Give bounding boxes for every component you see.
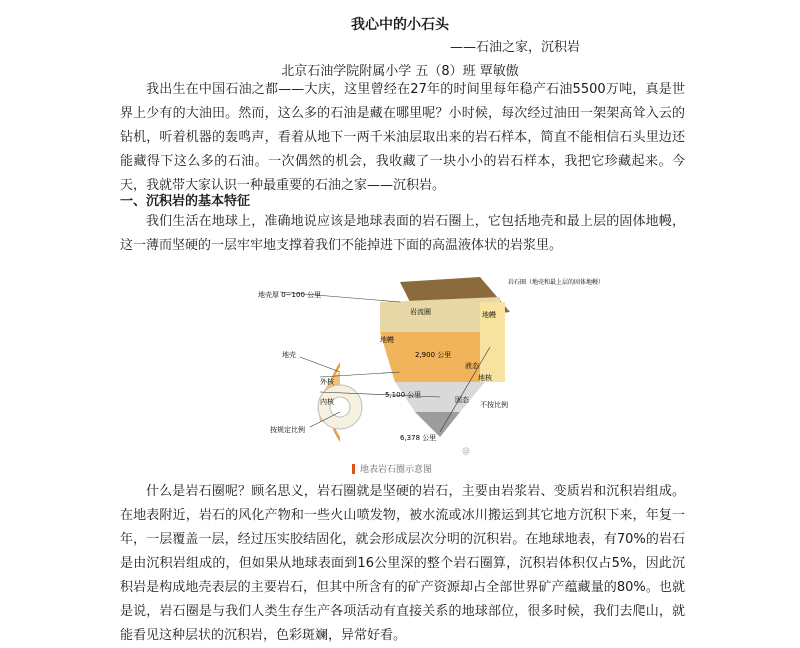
label-mantle: 地幔 [380, 336, 394, 344]
label-to-scale: 按规定比例 [270, 426, 305, 434]
section-heading: 一、沉积岩的基本特征 [120, 194, 251, 209]
label-depth-2900: 2,900 公里 [415, 351, 452, 359]
watermark: @ [462, 446, 470, 455]
earth-structure-diagram [250, 272, 605, 442]
label-crust-thickness: 地壳厚 0~100 公里 [258, 291, 322, 299]
label-mantle-right: 地幔 [482, 311, 496, 319]
label-depth-5100: 5,100 公里 [385, 391, 422, 399]
label-outer-core: 外核 [320, 378, 334, 386]
label-core: 地核 [478, 374, 492, 382]
label-not-to-scale: 不按比例 [480, 401, 508, 409]
label-lithosphere: 岩石圈（地壳和最上层的固体地幔） [508, 279, 605, 286]
paragraph-sedimentary: 什么是岩石圈呢？顾名思义，岩石圈就是坚硬的岩石，主要由岩浆岩、变质岩和沉积岩组成。在地表附近，岩石的风化产物和一些火山喷发物，被水流或冰川搬运到其它地方沉积下来，年复一年，一层覆盖一层，经过压实胶结固化，就会形成层次分明的沉积岩。在地球地表，有70%的岩石是由沉积岩组成的，但如果从地球表面到16公里深的整个岩石圈算，沉积岩体积仅占5%，因此沉积岩是构成地壳表层的主要岩石，但其中所含有的矿产资源却占全部世界矿产蕴藏量的80%。也就是说，岩石圈是与我们人类生存生产各项活动有直接关系的地球部位，很多时候，我们去爬山，就能看见这种层状的沉积岩，色彩斑斓，异常好看。 [120, 484, 685, 643]
label-asthenosphere: 岩流圈 [410, 308, 431, 316]
subtitle: ——石油之家，沉积岩 [450, 40, 581, 55]
figure-caption: 地表岩石圈示意图 [360, 465, 433, 475]
label-liquid: 液态 [465, 362, 479, 370]
author-line: 北京石油学院附属小学 五（8）班 覃敏傲 [281, 64, 519, 79]
label-crust-left: 地壳 [282, 351, 296, 359]
paragraph-lithosphere: 我们生活在地球上，准确地说应该是地球表面的岩石圈上，它包括地壳和最上层的固体地幔，这一薄而坚硬的一层牢牢地支撑着我们不能掉进下面的高温液体状的岩浆里。 [120, 214, 685, 253]
label-depth-6378: 6,378 公里 [400, 434, 437, 442]
label-solid: 固态 [455, 396, 469, 404]
paragraph-intro: 我出生在中国石油之都——大庆，这里曾经在27年的时间里每年稳产石油5500万吨，真是世界上少有的大油田。然而，这么多的石油是藏在哪里呢？小时候，每次经过油田一架架高耸入云的钻机，听着机器的轰鸣声，看着从地下一两千米油层取出来的岩石样本，简直不能相信石头里边还能藏得下这么多的石油。一次偶然的机会，我收藏了一块小小的岩石样本，我把它珍藏起来。今天，我就带大家认识一种最重要的石油之家——沉积岩。 [120, 82, 685, 193]
caption-marker [352, 464, 355, 474]
page-title: 我心中的小石头 [351, 17, 449, 33]
label-inner-core: 内核 [320, 398, 334, 406]
